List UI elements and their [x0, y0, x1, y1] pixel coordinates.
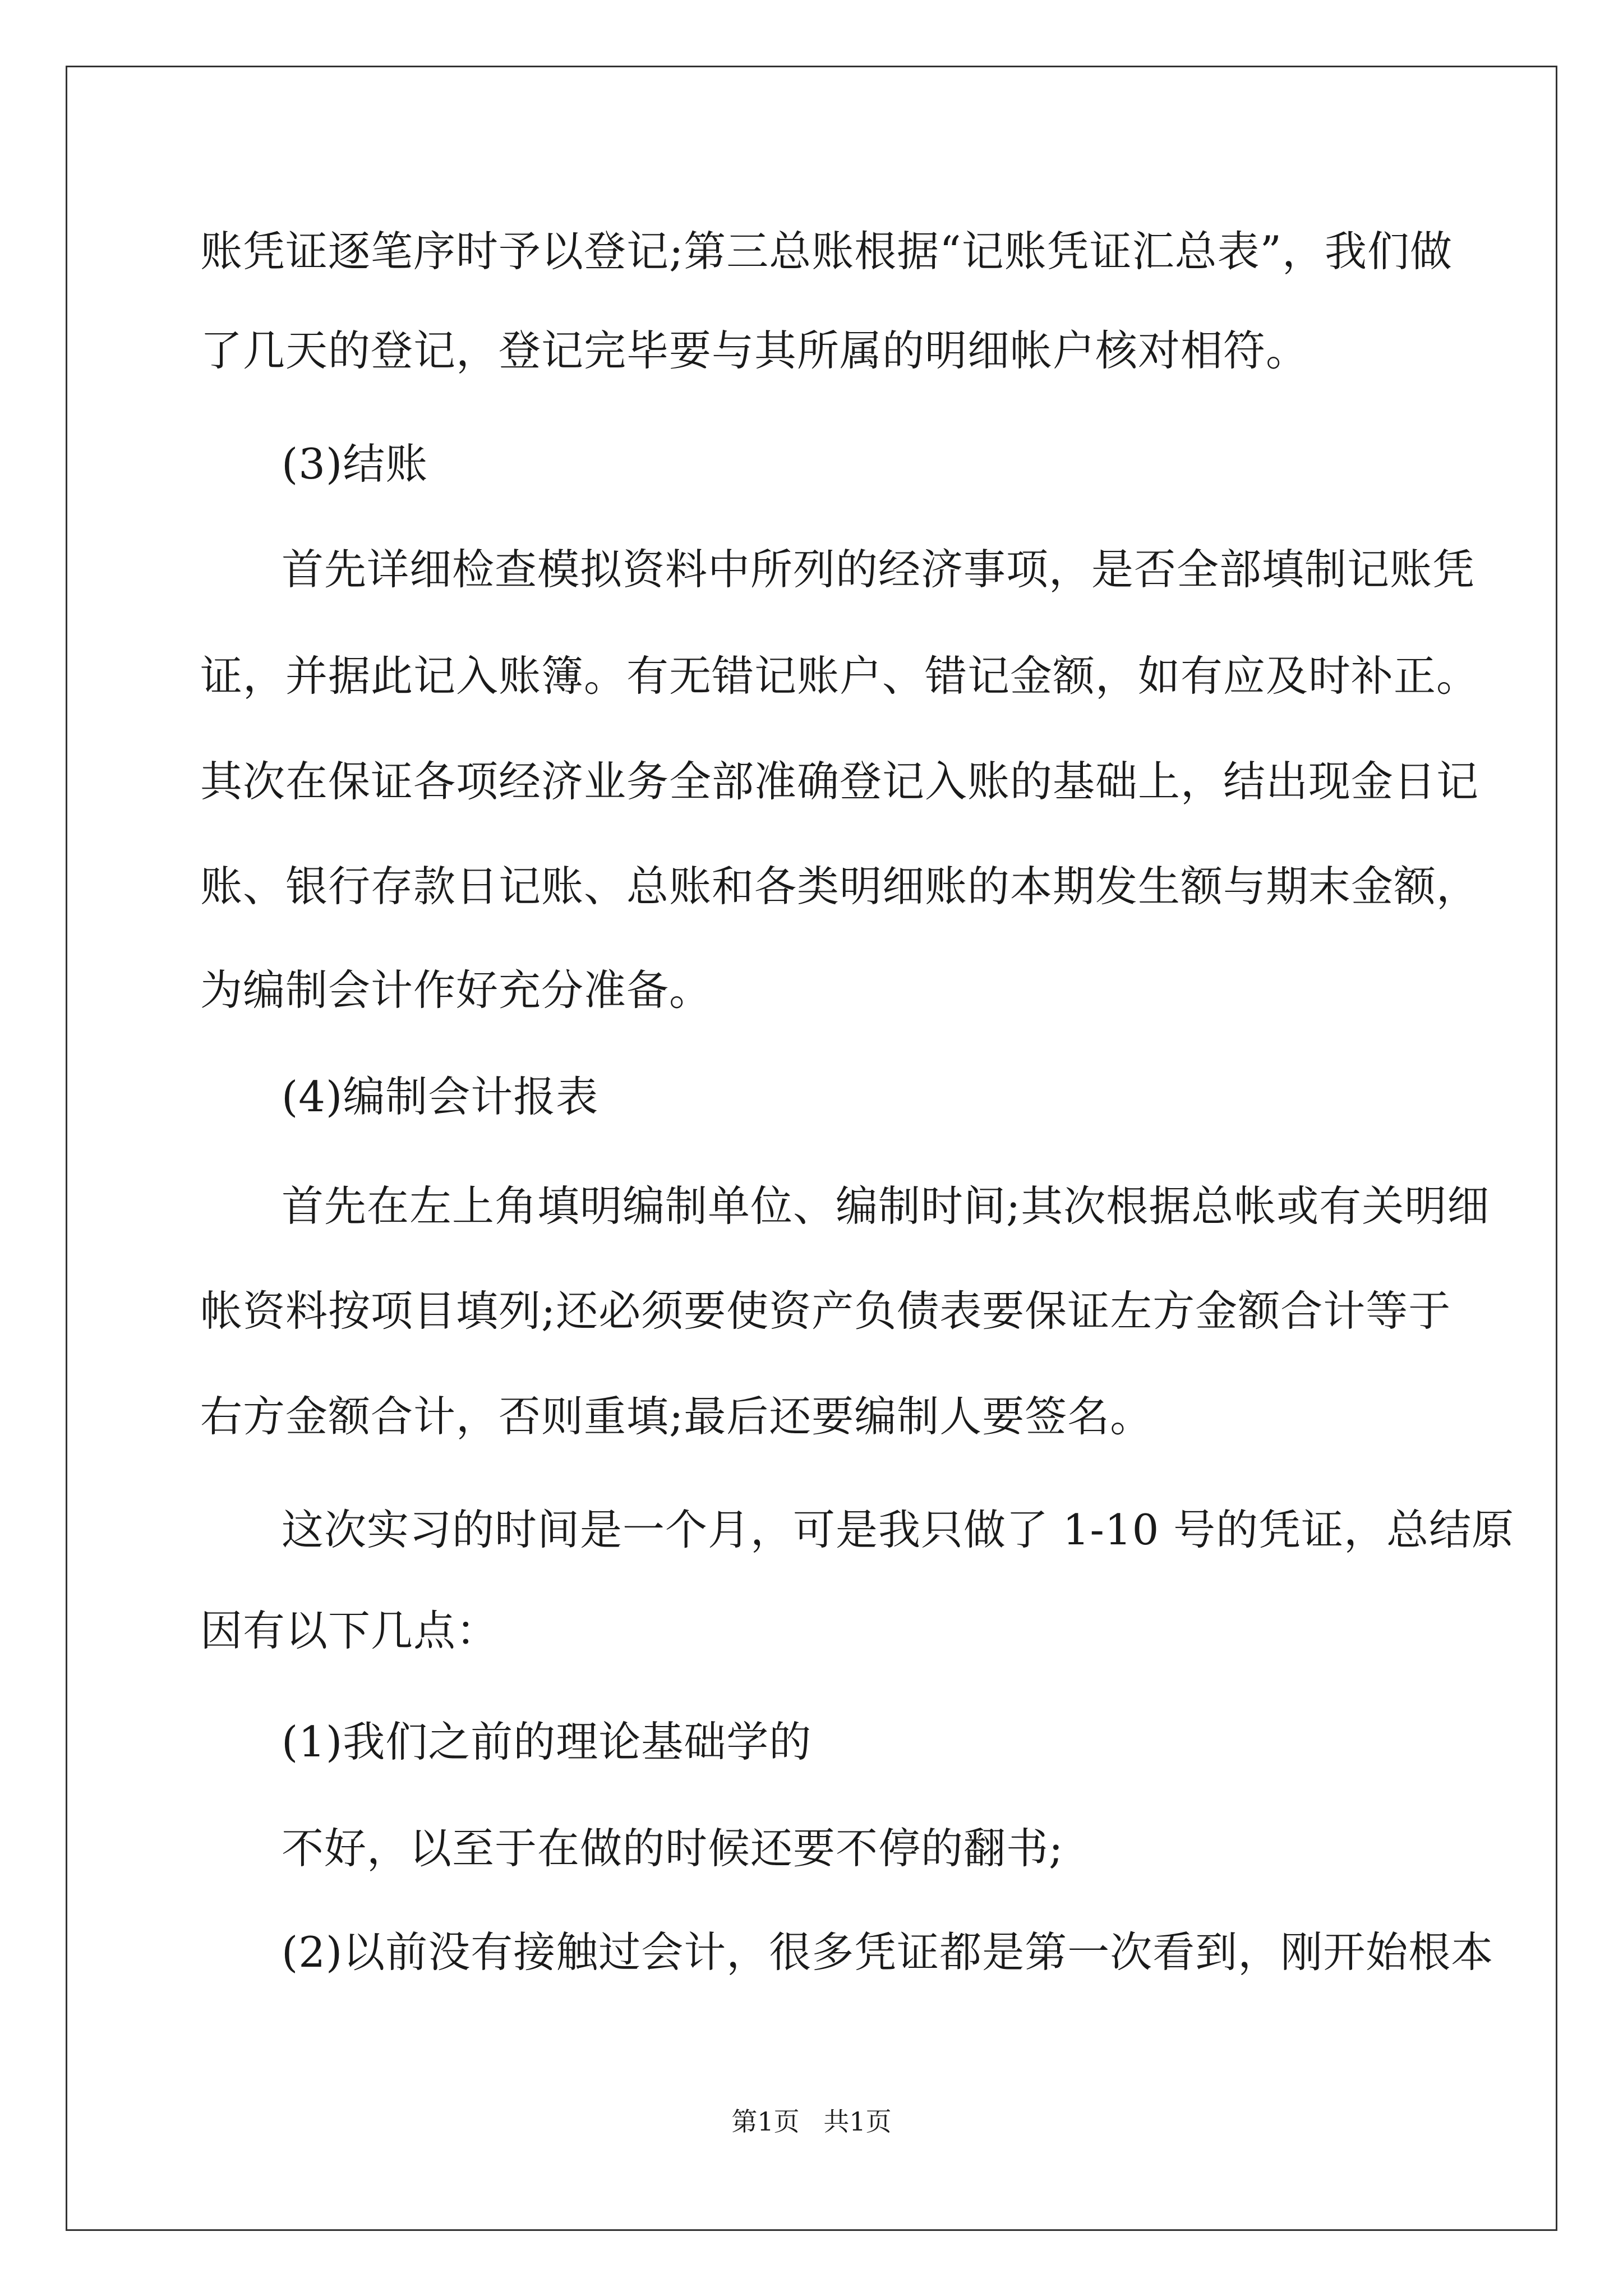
- text-line: 右方金额合计，否则重填;最后还要编制人要签名。: [200, 1392, 1153, 1441]
- page-footer: [0, 2105, 1623, 2138]
- text-line: 为编制会计作好充分准备。: [200, 965, 712, 1015]
- text-line: 账、银行存款日记账、总账和各类明细账的本期发生额与期末金额，: [200, 862, 1479, 911]
- page-number: 第1页: [731, 2106, 800, 2137]
- text-line: 这次实习的时间是一个月，可是我只做了 1-10 号的凭证，总结原: [282, 1505, 1515, 1554]
- text-line: 证，并据此记入账簿。有无错记账户、错记金额，如有应及时补正。: [200, 651, 1479, 701]
- text-line: 首先详细检查模拟资料中所列的经济事项，是否全部填制记账凭: [282, 545, 1476, 594]
- page-border: [66, 66, 1557, 2231]
- section-heading: (4)编制会计报表: [282, 1072, 599, 1121]
- text-line: 首先在左上角填明编制单位、编制时间;其次根据总帐或有关明细: [282, 1181, 1490, 1231]
- text-line: 了几天的登记，登记完毕要与其所属的明细帐户核对相符。: [200, 326, 1309, 375]
- text-line: 因有以下几点：: [200, 1606, 499, 1655]
- section-heading: (3)结账: [282, 439, 428, 489]
- page-total: 共1页: [823, 2106, 892, 2137]
- text-line: 其次在保证各项经济业务全部准确登记入账的基础上，结出现金日记: [200, 757, 1479, 806]
- text-line: 帐资料按项目填列;还必须要使资产负债表要保证左方金额合计等于: [200, 1286, 1451, 1336]
- text-line: 账凭证逐笔序时予以登记;第三总账根据“记账凭证汇总表”，我们做: [200, 227, 1453, 276]
- list-item: (1)我们之前的理论基础学的: [282, 1717, 812, 1766]
- text-line: 不好，以至于在做的时候还要不停的翻书;: [282, 1824, 1064, 1873]
- list-item: (2)以前没有接触过会计，很多凭证都是第一次看到，刚开始根本: [282, 1927, 1494, 1977]
